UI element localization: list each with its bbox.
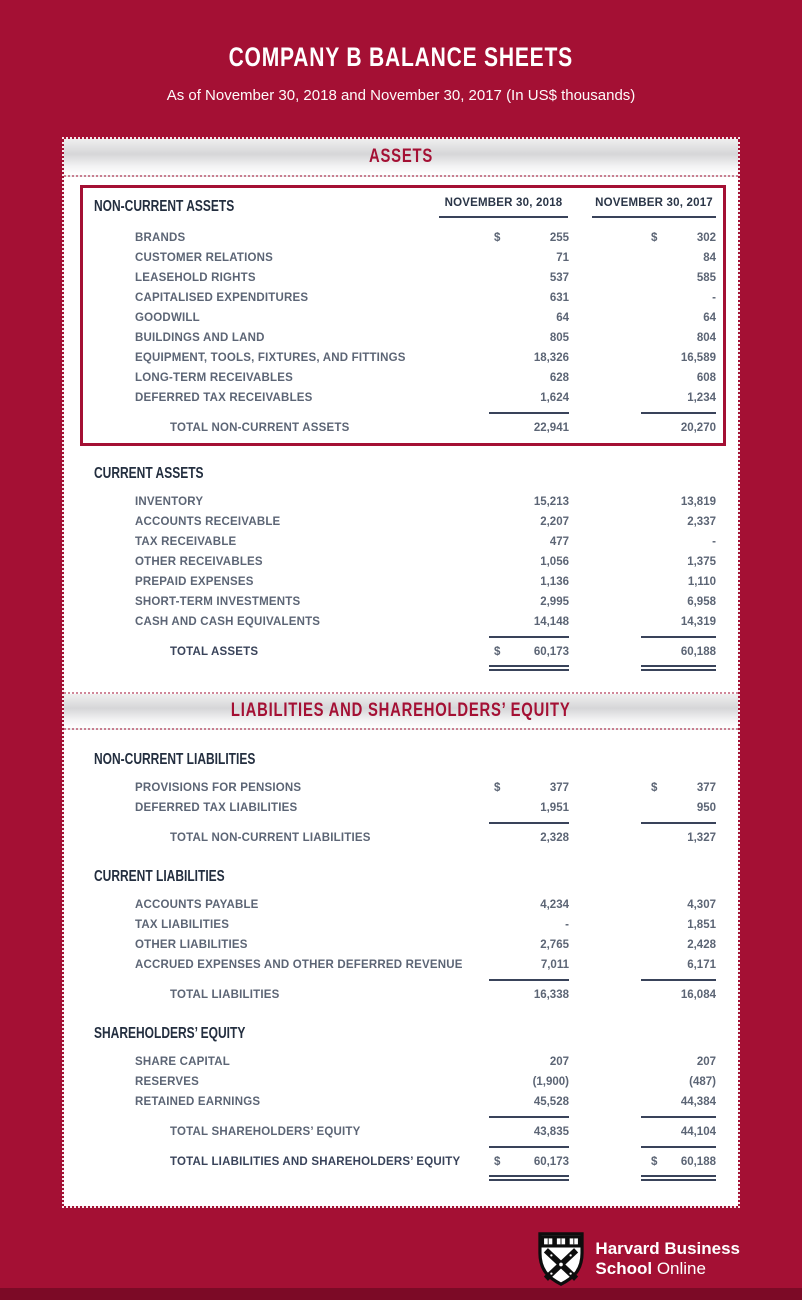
value-2018 <box>489 332 569 344</box>
amount-2017: 2,337 <box>687 516 716 528</box>
value-2018 <box>489 802 569 814</box>
total-shareholders-equity-row <box>64 1122 738 1142</box>
table-row <box>64 388 738 408</box>
section-heading-non-current-liabilities: NON-CURRENT LIABILITIES <box>94 751 256 768</box>
amount-2018: 805 <box>549 332 569 344</box>
double-rule-2018 <box>489 1175 569 1181</box>
single-rule-2018 <box>489 1116 569 1118</box>
value-2017 <box>641 392 716 404</box>
table-row <box>64 895 738 915</box>
amount-2018: 377 <box>549 782 569 794</box>
non-current-assets-rows <box>64 228 738 408</box>
amount-2017: 1,234 <box>687 392 716 404</box>
hbs-shield-icon <box>538 1232 584 1286</box>
amount-2017: (487) <box>689 1076 716 1088</box>
value-2017 <box>641 422 716 434</box>
value-2018 <box>489 372 569 384</box>
amount-2018: 628 <box>549 372 569 384</box>
amount-2017: 2,428 <box>687 939 716 951</box>
hbs-logo-online: Online <box>656 1259 706 1278</box>
value-2018 <box>489 832 569 844</box>
value-2018 <box>489 232 569 244</box>
amount-2017: 16,589 <box>680 352 716 364</box>
amount-2018: 631 <box>549 292 569 304</box>
amount-2018: (1,900) <box>532 1076 569 1088</box>
amount-2018: 1,951 <box>540 802 569 814</box>
row-label: OTHER LIABILITIES <box>135 939 248 951</box>
amount-2017: 207 <box>696 1056 716 1068</box>
table-row <box>64 268 738 288</box>
amount-2018: 15,213 <box>533 496 569 508</box>
row-label: PROVISIONS FOR PENSIONS <box>135 782 302 794</box>
amount-2018: 2,765 <box>540 939 569 951</box>
table-row <box>64 288 738 308</box>
row-label: EQUIPMENT, TOOLS, FIXTURES, AND FITTINGS <box>135 352 406 364</box>
page-header <box>0 0 802 104</box>
value-2017 <box>641 596 716 608</box>
amount-2018: 2,995 <box>540 596 569 608</box>
single-rule-2018 <box>489 979 569 981</box>
section-heading-non-current-assets: NON-CURRENT ASSETS <box>94 198 235 215</box>
value-2017 <box>641 1056 716 1068</box>
amount-2017: - <box>712 292 716 304</box>
value-2018 <box>489 919 569 931</box>
value-2017 <box>641 989 716 1001</box>
hbs-logo-line1: Harvard Business <box>595 1239 740 1258</box>
column-header-2017: NOVEMBER 30, 2017 <box>592 197 716 218</box>
grand-total-rule-row <box>64 1172 738 1184</box>
table-row <box>64 778 738 798</box>
row-label: DEFERRED TAX RECEIVABLES <box>135 392 313 404</box>
amount-2017: 377 <box>696 782 716 794</box>
value-2017 <box>641 899 716 911</box>
amount-2017: 6,171 <box>687 959 716 971</box>
value-2017 <box>641 1156 716 1168</box>
page-subtitle: As of November 30, 2018 and November 30, 2017 (In US$ thousands) <box>166 87 636 104</box>
value-2017 <box>641 272 716 284</box>
value-2018 <box>489 939 569 951</box>
table-row <box>64 552 738 572</box>
amount-2018: 71 <box>556 252 569 264</box>
subtotal-rule-row <box>64 1112 738 1122</box>
amount-2017: 804 <box>696 332 716 344</box>
table-row <box>64 532 738 552</box>
row-label: BRANDS <box>135 232 186 244</box>
total-liabilities-and-equity-row <box>64 1152 738 1172</box>
amount-2018: 45,528 <box>533 1096 569 1108</box>
value-2017 <box>641 939 716 951</box>
value-2017 <box>641 556 716 568</box>
page-title <box>0 42 802 73</box>
current-liabilities-rows <box>64 895 738 975</box>
subtotal-rule-row <box>64 1142 738 1152</box>
row-label: RETAINED EARNINGS <box>135 1096 261 1108</box>
value-2017 <box>641 616 716 628</box>
amount-2017: 13,819 <box>680 496 716 508</box>
amount-2017: 60,188 <box>680 646 716 658</box>
amount-2018: 64 <box>556 312 569 324</box>
amount-2018: 477 <box>549 536 569 548</box>
value-2018 <box>489 782 569 794</box>
value-2017 <box>641 516 716 528</box>
table-row <box>64 592 738 612</box>
value-2017 <box>641 959 716 971</box>
amount-2018: 207 <box>549 1056 569 1068</box>
value-2017 <box>641 352 716 364</box>
value-2018 <box>489 252 569 264</box>
table-row <box>64 368 738 388</box>
double-rule-2017 <box>641 665 716 671</box>
amount-2018: 255 <box>549 232 569 244</box>
row-label: SHARE CAPITAL <box>135 1056 231 1068</box>
currency-symbol: $ <box>651 232 658 244</box>
amount-2017: 1,110 <box>687 576 716 588</box>
row-label: TOTAL LIABILITIES <box>170 989 280 1001</box>
table-row <box>64 308 738 328</box>
value-2018 <box>489 496 569 508</box>
amount-2018: 1,136 <box>540 576 569 588</box>
rule-spacer <box>94 665 489 671</box>
total-liabilities-row <box>64 985 738 1005</box>
value-2018 <box>489 272 569 284</box>
section-heading-shareholders-equity: SHAREHOLDERS’ EQUITY <box>94 1025 246 1042</box>
value-2018 <box>489 392 569 404</box>
single-rule-2018 <box>489 636 569 638</box>
table-row <box>64 248 738 268</box>
value-2017 <box>641 1076 716 1088</box>
value-2017 <box>641 1126 716 1138</box>
amount-2018: 2,328 <box>540 832 569 844</box>
value-2018 <box>489 1076 569 1088</box>
amount-2018: 22,941 <box>533 422 569 434</box>
table-row <box>64 348 738 368</box>
value-2017 <box>641 576 716 588</box>
subtotal-rule-row <box>64 975 738 985</box>
value-2018 <box>489 352 569 364</box>
single-rule-2017 <box>641 636 716 638</box>
row-label: CAPITALISED EXPENDITURES <box>135 292 309 304</box>
total-non-current-assets-row <box>64 418 738 438</box>
value-2017 <box>641 1096 716 1108</box>
row-label: DEFERRED TAX LIABILITIES <box>135 802 298 814</box>
grand-total-rule-row <box>64 662 738 674</box>
value-2018 <box>489 1156 569 1168</box>
total-non-current-liabilities-row <box>64 828 738 848</box>
row-label: SHORT-TERM INVESTMENTS <box>135 596 301 608</box>
table-row <box>64 798 738 818</box>
row-label: INVENTORY <box>135 496 204 508</box>
value-2017 <box>641 802 716 814</box>
row-label: TAX RECEIVABLE <box>135 536 237 548</box>
amount-2018: 1,056 <box>540 556 569 568</box>
amount-2018: 18,326 <box>533 352 569 364</box>
table-row <box>64 228 738 248</box>
amount-2017: 44,384 <box>680 1096 716 1108</box>
page-title-text: COMPANY B BALANCE SHEETS <box>228 42 574 72</box>
single-rule-2017 <box>641 1116 716 1118</box>
amount-2017: 14,319 <box>680 616 716 628</box>
row-label: RESERVES <box>135 1076 200 1088</box>
amount-2018: 2,207 <box>540 516 569 528</box>
table-row <box>64 512 738 532</box>
value-2018 <box>489 616 569 628</box>
row-label: ACCOUNTS PAYABLE <box>135 899 259 911</box>
single-rule-2017 <box>641 822 716 824</box>
amount-2018: 60,173 <box>533 1156 569 1168</box>
amount-2017: 585 <box>696 272 716 284</box>
currency-symbol: $ <box>494 1156 501 1168</box>
subtotal-rule-row <box>64 632 738 642</box>
amount-2017: 1,851 <box>687 919 716 931</box>
value-2018 <box>489 516 569 528</box>
amount-2018: 43,835 <box>533 1126 569 1138</box>
total-assets-row <box>64 642 738 662</box>
value-2018 <box>489 959 569 971</box>
single-rule-2017 <box>641 1146 716 1148</box>
value-2018 <box>489 596 569 608</box>
value-2017 <box>641 232 716 244</box>
hbs-logo-line2 <box>595 1259 740 1279</box>
currency-symbol: $ <box>494 782 501 794</box>
liabilities-band-title: LIABILITIES AND SHAREHOLDERS’ EQUITY <box>231 700 571 721</box>
table-row <box>64 1072 738 1092</box>
rule-spacer <box>94 1116 489 1118</box>
rule-spacer <box>94 979 489 981</box>
row-label: PREPAID EXPENSES <box>135 576 254 588</box>
amount-2017: 44,104 <box>680 1126 716 1138</box>
value-2017 <box>641 832 716 844</box>
amount-2017: 302 <box>696 232 716 244</box>
liabilities-section-band <box>64 692 738 730</box>
table-row <box>64 492 738 512</box>
currency-symbol: $ <box>494 646 501 658</box>
row-label: ACCOUNTS RECEIVABLE <box>135 516 281 528</box>
single-rule-2018 <box>489 822 569 824</box>
row-label: TOTAL ASSETS <box>170 646 259 658</box>
amount-2017: 16,084 <box>680 989 716 1001</box>
row-label: TOTAL LIABILITIES AND SHAREHOLDERS’ EQUITY <box>170 1156 461 1168</box>
value-2018 <box>489 646 569 658</box>
value-2018 <box>489 1096 569 1108</box>
value-2018 <box>489 536 569 548</box>
rule-spacer <box>94 1175 489 1181</box>
row-label: ACCRUED EXPENSES AND OTHER DEFERRED REVENUE <box>135 959 463 971</box>
section-heading-current-liabilities: CURRENT LIABILITIES <box>94 868 225 885</box>
balance-sheet-card <box>62 137 740 1208</box>
value-2018 <box>489 576 569 588</box>
value-2018 <box>489 989 569 1001</box>
amount-2017: 950 <box>696 802 716 814</box>
table-row <box>64 915 738 935</box>
row-label: CASH AND CASH EQUIVALENTS <box>135 616 321 628</box>
single-rule-2017 <box>641 412 716 414</box>
amount-2018: 4,234 <box>540 899 569 911</box>
row-label: BUILDINGS AND LAND <box>135 332 265 344</box>
amount-2017: 1,327 <box>687 832 716 844</box>
hbs-logo-text <box>595 1239 740 1279</box>
amount-2017: 608 <box>696 372 716 384</box>
single-rule-2018 <box>489 1146 569 1148</box>
value-2018 <box>489 1126 569 1138</box>
amount-2018: 7,011 <box>540 959 569 971</box>
amount-2017: 64 <box>703 312 716 324</box>
value-2018 <box>489 556 569 568</box>
amount-2017: 84 <box>703 252 716 264</box>
bottom-accent-strip <box>0 1288 802 1300</box>
row-label: TOTAL NON-CURRENT LIABILITIES <box>170 832 371 844</box>
amount-2017: - <box>712 536 716 548</box>
row-label: TOTAL NON-CURRENT ASSETS <box>170 422 350 434</box>
amount-2017: 60,188 <box>680 1156 716 1168</box>
row-label: CUSTOMER RELATIONS <box>135 252 273 264</box>
value-2017 <box>641 919 716 931</box>
rule-spacer <box>94 636 489 638</box>
value-2017 <box>641 332 716 344</box>
single-rule-2018 <box>489 412 569 414</box>
current-assets-rows <box>64 492 738 632</box>
value-2017 <box>641 292 716 304</box>
assets-band-title: ASSETS <box>369 146 433 167</box>
value-2018 <box>489 292 569 304</box>
row-label: OTHER RECEIVABLES <box>135 556 263 568</box>
row-label: LEASEHOLD RIGHTS <box>135 272 256 284</box>
amount-2017: 6,958 <box>687 596 716 608</box>
amount-2018: 537 <box>549 272 569 284</box>
value-2018 <box>489 422 569 434</box>
section-heading-current-assets: CURRENT ASSETS <box>94 465 204 482</box>
amount-2018: 1,624 <box>540 392 569 404</box>
rule-spacer <box>94 1146 489 1148</box>
rule-spacer <box>94 412 489 414</box>
hbs-logo-school: School <box>595 1259 653 1278</box>
table-row <box>64 572 738 592</box>
table-row <box>64 955 738 975</box>
value-2017 <box>641 782 716 794</box>
value-2017 <box>641 312 716 324</box>
column-header-2018: NOVEMBER 30, 2018 <box>439 197 568 218</box>
value-2017 <box>641 646 716 658</box>
table-row <box>64 328 738 348</box>
currency-symbol: $ <box>494 232 501 244</box>
double-rule-2018 <box>489 665 569 671</box>
value-2018 <box>489 1056 569 1068</box>
shareholders-equity-rows <box>64 1052 738 1112</box>
row-label: LONG-TERM RECEIVABLES <box>135 372 293 384</box>
amount-2018: - <box>565 919 569 931</box>
value-2018 <box>489 312 569 324</box>
row-label: TOTAL SHAREHOLDERS’ EQUITY <box>170 1126 361 1138</box>
row-label: TAX LIABILITIES <box>135 919 230 931</box>
row-label: GOODWILL <box>135 312 200 324</box>
table-row <box>64 935 738 955</box>
amount-2018: 16,338 <box>533 989 569 1001</box>
currency-symbol: $ <box>651 1156 658 1168</box>
rule-spacer <box>94 822 489 824</box>
value-2017 <box>641 372 716 384</box>
table-row <box>64 612 738 632</box>
single-rule-2017 <box>641 979 716 981</box>
value-2018 <box>489 899 569 911</box>
subtotal-rule-row <box>64 408 738 418</box>
amount-2018: 60,173 <box>533 646 569 658</box>
value-2017 <box>641 496 716 508</box>
value-2017 <box>641 252 716 264</box>
subtotal-rule-row <box>64 818 738 828</box>
assets-section-band <box>64 139 738 177</box>
double-rule-2017 <box>641 1175 716 1181</box>
amount-2017: 4,307 <box>687 899 716 911</box>
currency-symbol: $ <box>651 782 658 794</box>
amount-2017: 1,375 <box>687 556 716 568</box>
table-row <box>64 1052 738 1072</box>
amount-2018: 14,148 <box>533 616 569 628</box>
amount-2017: 20,270 <box>680 422 716 434</box>
table-row <box>64 1092 738 1112</box>
hbs-online-logo <box>538 1232 740 1286</box>
value-2017 <box>641 536 716 548</box>
non-current-liabilities-rows <box>64 778 738 818</box>
